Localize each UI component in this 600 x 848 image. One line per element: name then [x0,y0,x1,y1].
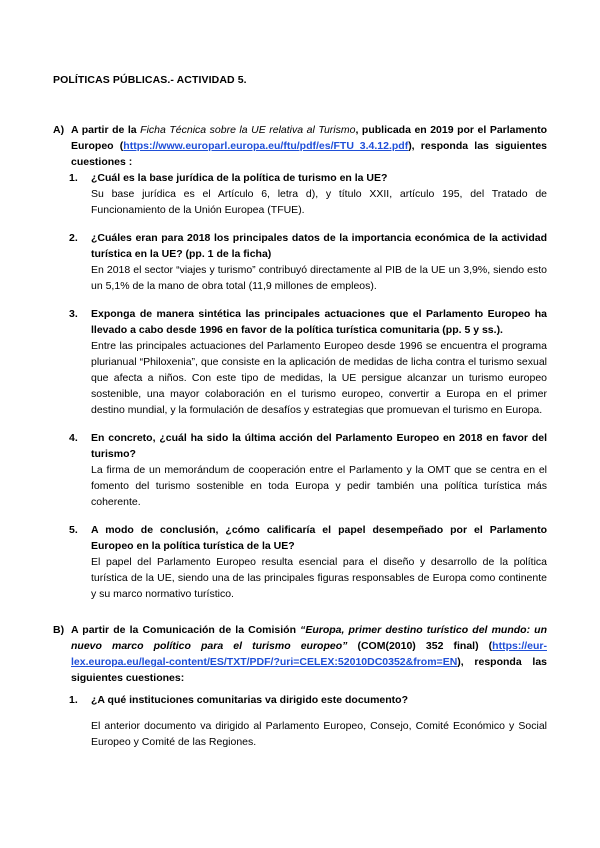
section-a-intro [71,122,547,170]
question-text: ¿Cuál es la base jurídica de la política de turismo en la UE? [91,172,388,184]
section-a [53,122,547,602]
section-a-intro-text-1: A partir de la [71,124,141,136]
section-b-intro [71,622,547,686]
question-number: 3. [69,308,78,320]
section-b-intro-text-3: ), responda las siguientes cuestiones: [71,656,547,684]
question-a1 [71,170,547,218]
section-b-intro-text-1: A partir de la Comunicación de la Comisión [71,624,301,636]
question-number: 4. [69,432,78,444]
answer-text: El papel del Parlamento Europeo resulta esencial para el diseño y desarrollo de la política turística de la UE, siendo una de las principales figuras responsables de Europa como continente y su marco normativo turístico. [91,556,547,600]
section-a-intro-text-3: ), responda las siguientes cuestiones : [71,140,548,168]
section-b-letter: B) [53,624,65,636]
europarl-ftu-link[interactable]: https://www.europarl.europa.eu/ftu/pdf/es/FTU_3.4.12.pdf [123,140,409,152]
answer-text: El anterior documento va dirigido al Parlamento Europeo, Consejo, Comité Económico y Social Europeo y Comité de las Regiones. [91,720,547,748]
section-a-letter: A) [53,124,65,136]
answer-text: La firma de un memorándum de cooperación entre el Parlamento y la OMT que se centra en el fomento del turismo sostenible en toda Europa y pedir también una política turística más coherente. [91,464,547,508]
answer-text: Entre las principales actuaciones del Parlamento Europeo desde 1996 se encuentra el programa plurianual “Philoxenia”, que consiste en la aplicación de medidas de licha contra el turismo sexual que afecta a niños. Con este tipo de medidas, la UE persigue alcanzar un turismo europeo sostenible, una mayor colaboración en el turismo europeo, convertir a Europa en el primer destino mundial, y la formulación de desafíos y estrategias que promuevan el turismo en Europa. [91,340,547,416]
section-b-intro-text-2: (COM(2010) 352 final) ( [347,640,493,652]
question-text: ¿Cuáles eran para 2018 los principales datos de la importancia económica de la actividad turística en la UE? (pp. 1 de la ficha) [91,232,547,260]
eur-lex-link[interactable]: https://eur-lex.europa.eu/legal-content/ES/TXT/PDF/?uri=CELEX:52010DC0352&from=EN [71,640,547,668]
answer-text: En 2018 el sector “viajes y turismo” contribuyó directamente al PIB de la UE un 3,9%, siendo esto un 5,1% de la mano de obra total (11,9 millones de empleos). [91,264,547,292]
answer-text: Su base jurídica es el Artículo 6, letra d), y título XXII, artículo 195, del Tratado de Funcionamiento de la Unión Europea (TFUE). [91,188,547,216]
page-title: POLÍTICAS PÚBLICAS.- ACTIVIDAD 5. [53,74,247,86]
question-a4 [71,430,547,510]
question-text: ¿A qué instituciones comunitarias va dirigido este documento? [91,694,408,706]
question-number: 1. [69,172,78,184]
question-a5 [71,522,547,602]
question-number: 5. [69,524,78,536]
section-a-intro-italic: Ficha Técnica sobre la UE relativa al Turismo [140,124,356,136]
question-number: 2. [69,232,78,244]
question-number: 1. [69,694,78,706]
question-text: Exponga de manera sintética las principales actuaciones que el Parlamento Europeo ha llevado a cabo desde 1996 en favor de la política turística comunitaria (pp. 5 y ss.). [91,308,547,336]
question-a3 [71,306,547,418]
question-text: A modo de conclusión, ¿cómo calificaría el papel desempeñado por el Parlamento Europeo en la política turística de la UE? [91,524,547,552]
section-a-intro-text-2: , publicada en 2019 por el Parlamento Europeo ( [71,124,548,152]
question-a2 [71,230,547,294]
question-b1 [71,692,547,750]
section-b [53,622,547,750]
section-b-intro-italic: “Europa, primer destino turístico del mundo: un nuevo marco político para el turismo europeo” [71,624,547,652]
question-text: En concreto, ¿cuál ha sido la última acción del Parlamento Europeo en 2018 en favor del turismo? [91,432,547,460]
